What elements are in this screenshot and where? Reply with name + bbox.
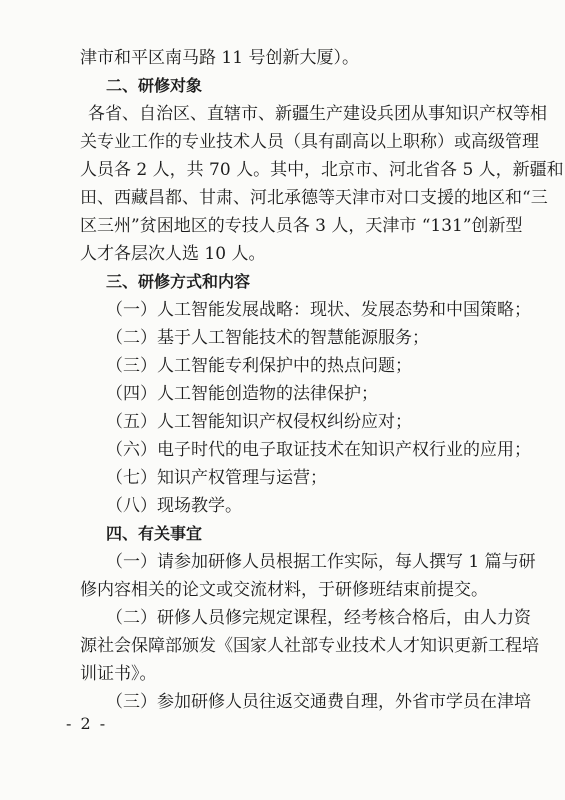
text-line: 关专业工作的专业技术人员（具有副高以上职称）或高级管理 (80, 132, 539, 152)
list-item: （三）人工智能专利保护中的热点问题； (106, 356, 412, 376)
text-line: （二）研修人员修完规定课程，经考核合格后，由人力资 (106, 608, 531, 628)
list-item: （八）现场教学。 (106, 496, 242, 516)
section-heading: 二、研修对象 (106, 76, 203, 95)
list-item: （四）人工智能创造物的法律保护； (106, 384, 378, 404)
text-line: 各省、自治区、直辖市、新疆生产建设兵团从事知识产权等相 (88, 104, 547, 124)
text-line: 训证书》。 (80, 664, 157, 684)
list-item: （六）电子时代的电子取证技术在知识产权行业的应用； (106, 440, 531, 460)
list-item: （五）人工智能知识产权侵权纠纷应对； (106, 412, 412, 432)
section-heading: 四、有关事宜 (106, 524, 203, 543)
list-item: （七）知识产权管理与运营； (106, 468, 327, 488)
text-line: 人员各 2 人，共 70 人。其中，北京市、河北省各 5 人，新疆和 (80, 160, 564, 180)
section-heading: 三、研修方式和内容 (106, 272, 251, 291)
list-item: （二）基于人工智能技术的智慧能源服务； (106, 328, 429, 348)
text-line: 区三州”贫困地区的专技人员各 3 人，天津市 “131”创新型 (80, 216, 523, 236)
text-line: （三）参加研修人员往返交通费自理，外省市学员在津培 (106, 692, 531, 712)
text-line: 源社会保障部颁发《国家人社部专业技术人才知识更新工程培 (80, 636, 539, 656)
list-item: （一）人工智能发展战略：现状、发展态势和中国策略； (106, 300, 531, 320)
text-line: （一）请参加研修人员根据工作实际，每人撰写 1 篇与研 (106, 552, 536, 572)
text-line: 津市和平区南马路 11 号创新大厦）。 (80, 48, 359, 68)
text-line: 田、西藏昌都、甘肃、河北承德等天津市对口支援的地区和“三 (80, 188, 548, 208)
text-line: 人才各层次人选 10 人。 (80, 244, 266, 264)
page-number: - 2 - (66, 714, 108, 733)
text-line: 修内容相关的论文或交流材料，于研修班结束前提交。 (80, 580, 488, 600)
